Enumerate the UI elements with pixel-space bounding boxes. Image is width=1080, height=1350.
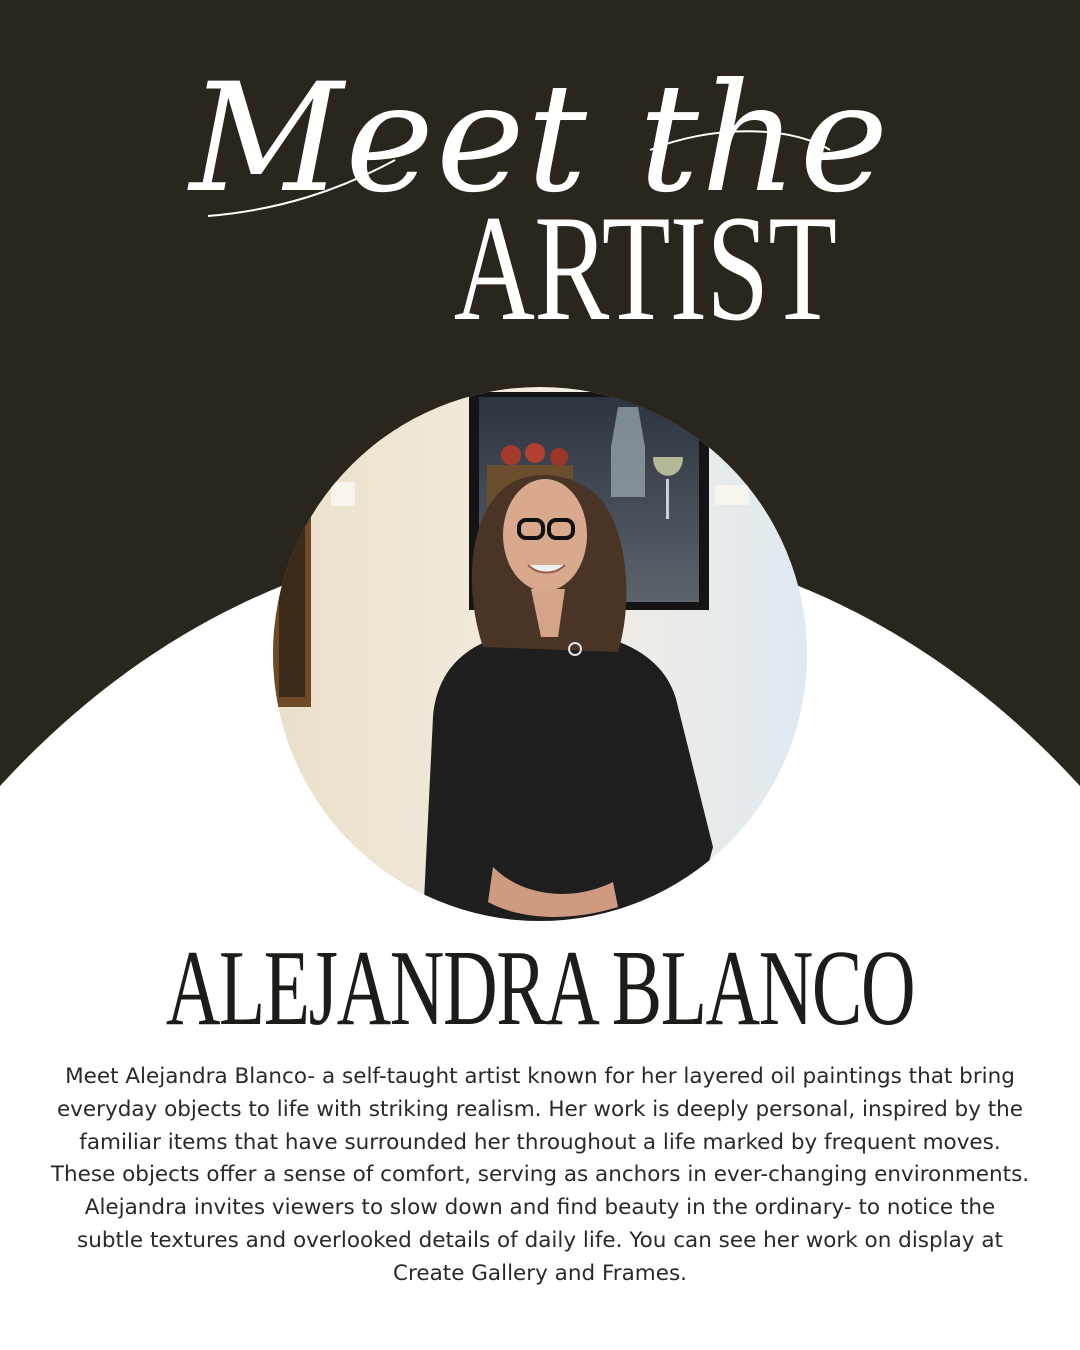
artist-portrait xyxy=(273,387,807,921)
page-title: ARTIST xyxy=(453,184,837,352)
svg-text:Meet the: Meet the xyxy=(189,52,891,226)
artist-name: ALEJANDRA BLANCO xyxy=(165,929,915,1048)
artist-bio: Meet Alejandra Blanco- a self-taught artist known for her layered oil paintings that bring everyday objects to life with striking realism. Her work is deeply personal, inspired by the familiar items that have surrounded her throughout a life marked by frequent moves. These objects offer a sense of comfort, serving as anchors in ever-changing environments. Alejandra invites viewers to slow down and find beauty in the ordinary- to notice the subtle textures and overlooked details of daily life. You can see her work on display at Create Gallery and Frames. xyxy=(50,1064,1030,1286)
